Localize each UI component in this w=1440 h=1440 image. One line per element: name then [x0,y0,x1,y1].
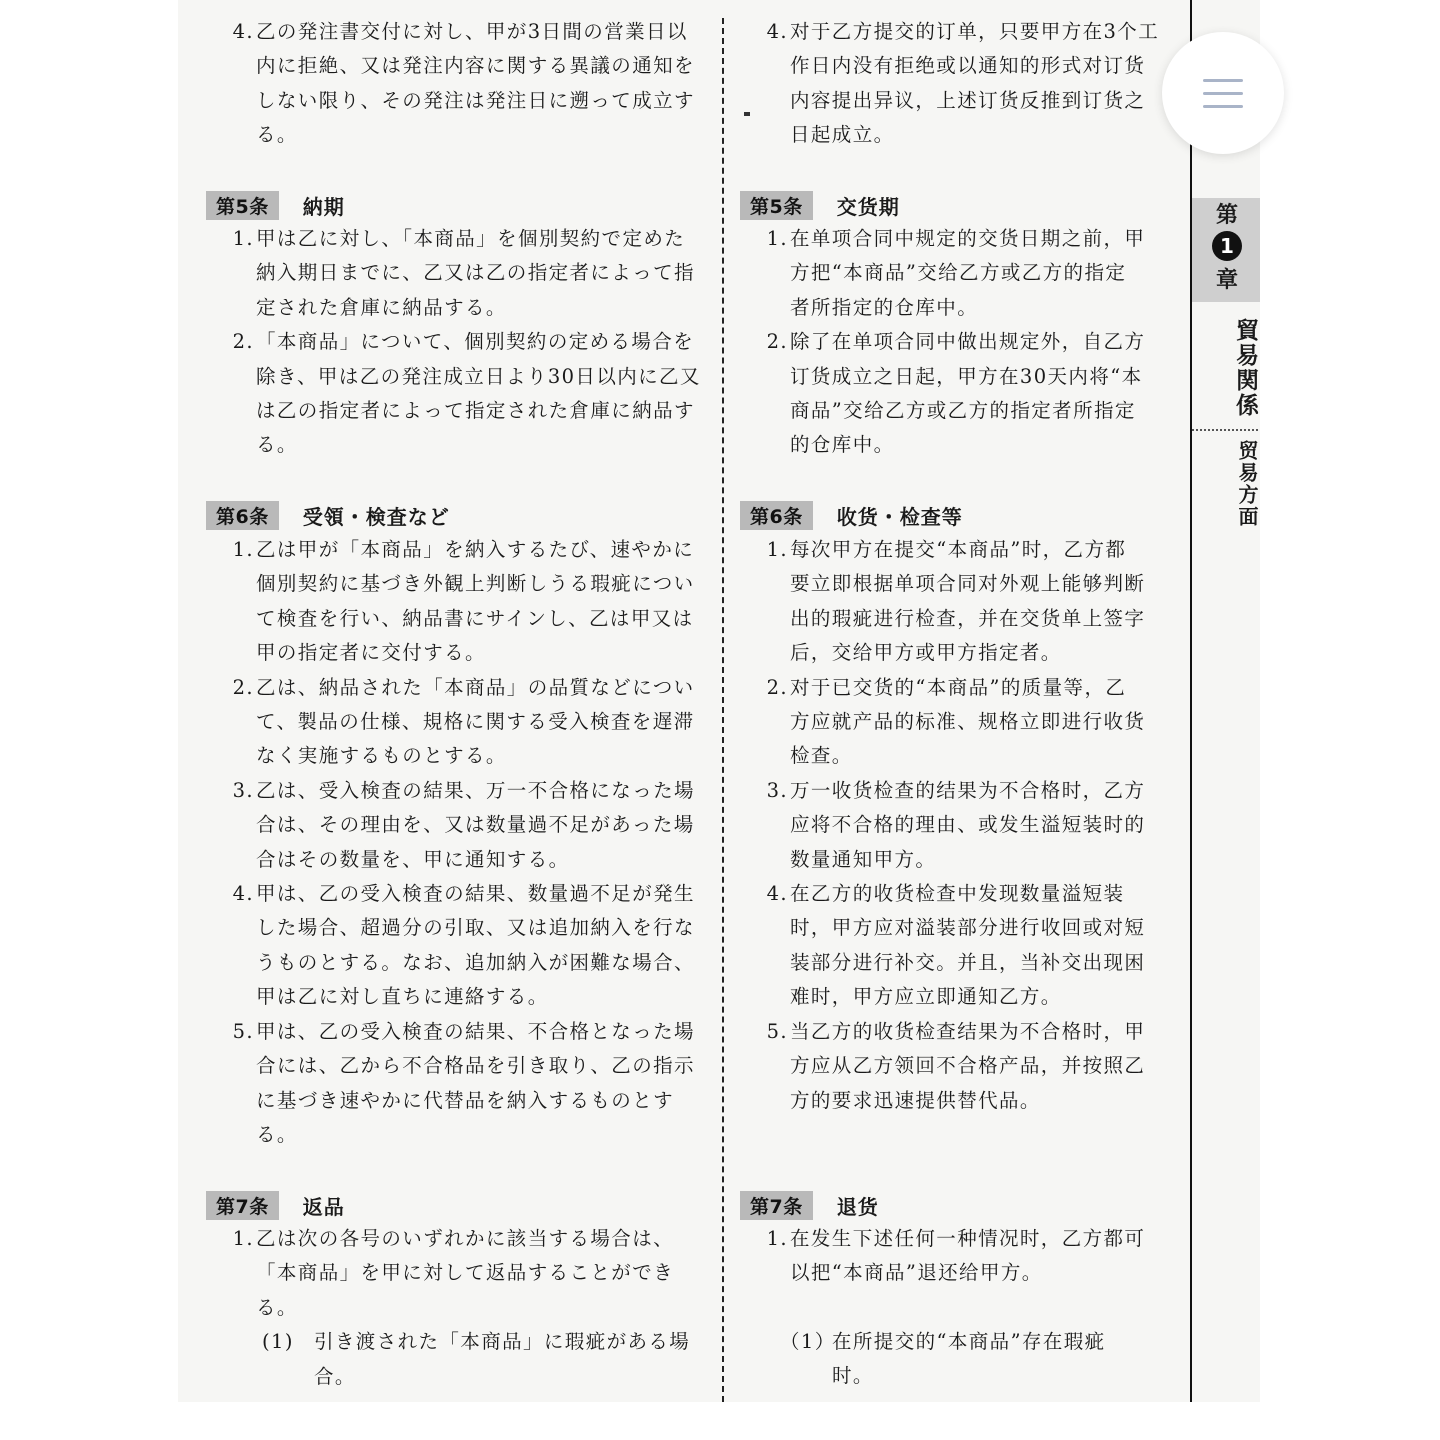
text-line: 個別契約に基づき外観上判断しうる瑕疵につい [256,572,695,596]
jp-art7-items [206,1222,718,1394]
article-badge: 第7条 [740,1191,813,1220]
jp-art6-heading [206,500,718,530]
text-line: 对于乙方提交的订单，只要甲方在3个工 [790,20,1160,43]
article-badge: 第6条 [206,501,279,530]
text-line: 装部分进行补交。并且，当补交出现困 [790,950,1146,974]
text-line: 乙の発注書交付に対し、甲が3日間の営業日以 [256,20,688,43]
hamburger-icon [1203,92,1243,95]
sub-item-number: (1) [262,1330,294,1354]
list-item [740,15,1170,153]
text-line: うものとする。なお、追加納入が困難な場合、 [256,950,695,974]
zh-art6-items [740,533,1170,1118]
text-line: 在发生下述任何一种情况时，乙方都可 [790,1227,1146,1250]
list-item [206,1015,718,1153]
article-title: 受領・検査など [302,504,450,529]
list-item [740,774,1170,877]
text-line: 合。 [314,1364,356,1388]
chapter-label-bottom: 章 [1215,268,1238,293]
list-item [206,877,718,1015]
text-line: 万一收货检查的结果为不合格时，乙方 [790,778,1146,802]
text-line: 订货成立之日起，甲方在30天内将“本 [790,364,1143,388]
item-number: 4. [766,20,788,43]
text-line: 在乙方的收货检查中发现数量溢短装 [790,882,1125,906]
text-line: 甲は、乙の受入検査の結果、不合格となった場 [256,1019,695,1043]
text-line: 对于已交货的“本商品”的质量等，乙 [790,675,1127,699]
text-line: 方应从乙方领回不合格产品，并按照乙 [790,1054,1146,1078]
chapter-tab [1192,198,1260,302]
zh-art5-items [740,222,1170,463]
chapter-title-zh: 贸易方面 [1235,440,1259,528]
text-line: て検査を行い、納品書にサインし、乙は甲又は [256,606,694,630]
text-line: 「本商品」について、個別契約の定める場合を [256,330,695,354]
text-line: 内容提出异议，上述订货反推到订货之 [790,88,1146,112]
text-line: した場合、超過分の引取、又は追加納入を行な [256,916,695,940]
text-line: 当乙方的收货检查结果为不合格时，甲 [790,1019,1146,1043]
text-line: 甲の指定者に交付する。 [256,641,486,665]
item-number: 1. [232,1227,254,1250]
text-line: 商品”交给乙方或乙方的指定者所指定 [790,399,1136,423]
list-item [740,1222,1170,1291]
text-line: 要立即根据单项合同对外观上能够判断 [790,572,1146,596]
list-item [206,533,718,671]
list-item [740,671,1170,774]
text-line: 内に拒絶、又は発注内容に関する異議の通知を [256,54,695,78]
zh-art6-heading [740,500,1170,530]
jp-art5-items [206,222,718,463]
text-line: 乙は甲が「本商品」を納入するたび、速やかに [256,538,695,561]
item-number: 2. [232,675,254,699]
item-number: 1. [766,227,788,250]
item-number: 1. [232,227,254,250]
article-title: 交货期 [836,194,900,219]
item-number: 4. [232,882,254,906]
text-line: は乙の指定者によって指定された倉庫に納品す [256,399,695,423]
chapter-sidebar [1190,0,1260,1402]
item-number: 5. [232,1019,254,1043]
sub-item-number: （1） [780,1330,836,1353]
list-item [740,877,1170,1015]
jp-art5-heading [206,190,718,220]
item-number: 2. [232,330,254,354]
sub-item [740,1325,1170,1394]
item-number: 3. [766,778,788,802]
text-line: 「本商品」を甲に対して返品することができ [256,1261,675,1285]
text-line: しない限り、その発注は発注日に遡って成立す [256,88,695,112]
text-line: 数量通知甲方。 [790,847,937,871]
text-line: 出的瑕疵进行检查，并在交货单上签字 [790,606,1146,630]
chapter-number: 1 [1212,231,1242,261]
text-line: 每次甲方在提交“本商品”时，乙方都 [790,538,1127,561]
text-line: 检查。 [790,744,853,768]
zh-art7-items [740,1222,1170,1291]
article-badge: 第5条 [740,191,813,220]
text-line: 方把“本商品”交给乙方或乙方的指定 [790,261,1127,285]
item-number: 2. [766,330,788,354]
hamburger-icon [1203,79,1243,82]
text-line: 合には、乙から不合格品を引き取り、乙の指示 [256,1054,695,1078]
list-item [206,1222,718,1325]
text-line: 时，甲方应对溢装部分进行收回或对短 [790,916,1146,940]
item-number: 1. [766,1227,788,1250]
list-item [206,774,718,877]
column-divider [722,18,724,1402]
text-line: 合は、その理由を、又は数量過不足があった場 [256,813,695,837]
text-line: 乙は次の各号のいずれかに該当する場合は、 [256,1227,675,1250]
text-line: て、製品の仕様、規格に関する受入検査を遅滞 [256,710,695,734]
text-line: る。 [256,1122,298,1146]
article-badge: 第5条 [206,191,279,220]
list-item [206,222,718,325]
zh-art7-heading [740,1190,1170,1220]
text-line: 除き、甲は乙の発注成立日より30日以内に乙又 [256,364,701,388]
item-number: 1. [232,538,254,561]
text-line: 定された倉庫に納品する。 [256,295,507,319]
article-title: 退货 [836,1194,879,1219]
jp-art7-heading [206,1190,718,1220]
article-badge: 第7条 [206,1191,279,1220]
jp-art4-item4 [206,15,718,153]
list-item [206,15,718,153]
text-line: る。 [256,433,298,457]
text-line: 者所指定的仓库中。 [790,295,979,319]
text-line: 日起成立。 [790,123,895,147]
text-line: 甲は乙に対し直ちに連絡する。 [256,985,549,1009]
zh-art4-item4 [740,15,1170,153]
item-number: 2. [766,675,788,699]
sub-item [206,1325,718,1394]
article-badge: 第6条 [740,501,813,530]
text-line: 时。 [832,1364,874,1388]
item-number: 4. [766,882,788,906]
text-line: る。 [256,1295,298,1319]
text-line: 引き渡された「本商品」に瑕疵がある場 [314,1330,691,1354]
text-line: 甲は乙に対し、「本商品」を個別契約で定めた [256,227,686,250]
text-line: 甲は、乙の受入検査の結果、数量過不足が発生 [256,882,695,906]
item-number: 1. [766,538,788,561]
text-line: る。 [256,123,298,147]
text-line: 作日内没有拒绝或以通知的形式对订货 [790,54,1146,78]
text-line: 难时，甲方应立即通知乙方。 [790,985,1062,1009]
list-item [740,1015,1170,1118]
jp-art6-items [206,533,718,1152]
zh-art7-sub [740,1325,1170,1394]
text-line: 方的要求迅速提供替代品。 [790,1088,1041,1112]
text-line: 后，交给甲方或甲方指定者。 [790,641,1062,665]
list-item [206,325,718,463]
text-line: 应将不合格的理由、或发生溢短装时的 [790,813,1146,837]
list-item [206,671,718,774]
article-title: 納期 [302,194,345,219]
item-number: 3. [232,778,254,802]
text-line: に基づき速やかに代替品を納入するものとす [256,1088,675,1112]
text-line: 在所提交的“本商品”存在瑕疵 [832,1330,1106,1353]
chapter-title-jp: 貿易関係 [1232,318,1258,418]
text-line: なく実施するものとする。 [256,744,507,768]
item-number: 4. [232,20,254,43]
text-line: 以把“本商品”退还给甲方。 [790,1261,1043,1285]
text-line: 除了在单项合同中做出规定外，自乙方 [790,330,1146,354]
menu-button[interactable] [1162,32,1284,154]
list-item [740,222,1170,325]
list-item [740,533,1170,671]
text-line: 乙は、納品された「本商品」の品質などについ [256,675,695,699]
list-item [740,325,1170,463]
hamburger-icon [1203,105,1243,108]
text-line: 方应就产品的标准、规格立即进行收货 [790,710,1146,734]
text-line: 乙は、受入検査の結果、万一不合格になった場 [256,778,695,802]
text-line: 合はその数量を、甲に通知する。 [256,847,570,871]
text-line: 納入期日までに、乙又は乙の指定者によって指 [256,261,695,285]
text-line: 的仓库中。 [790,433,895,457]
item-number: 5. [766,1019,788,1043]
article-title: 收货・检查等 [836,504,963,529]
article-title: 返品 [302,1194,345,1219]
text-line: 在单项合同中规定的交货日期之前，甲 [790,227,1146,250]
sidebar-divider [1192,429,1260,431]
zh-art5-heading [740,190,1170,220]
chapter-label-top: 第 [1215,203,1238,228]
document-page [178,0,1260,1402]
